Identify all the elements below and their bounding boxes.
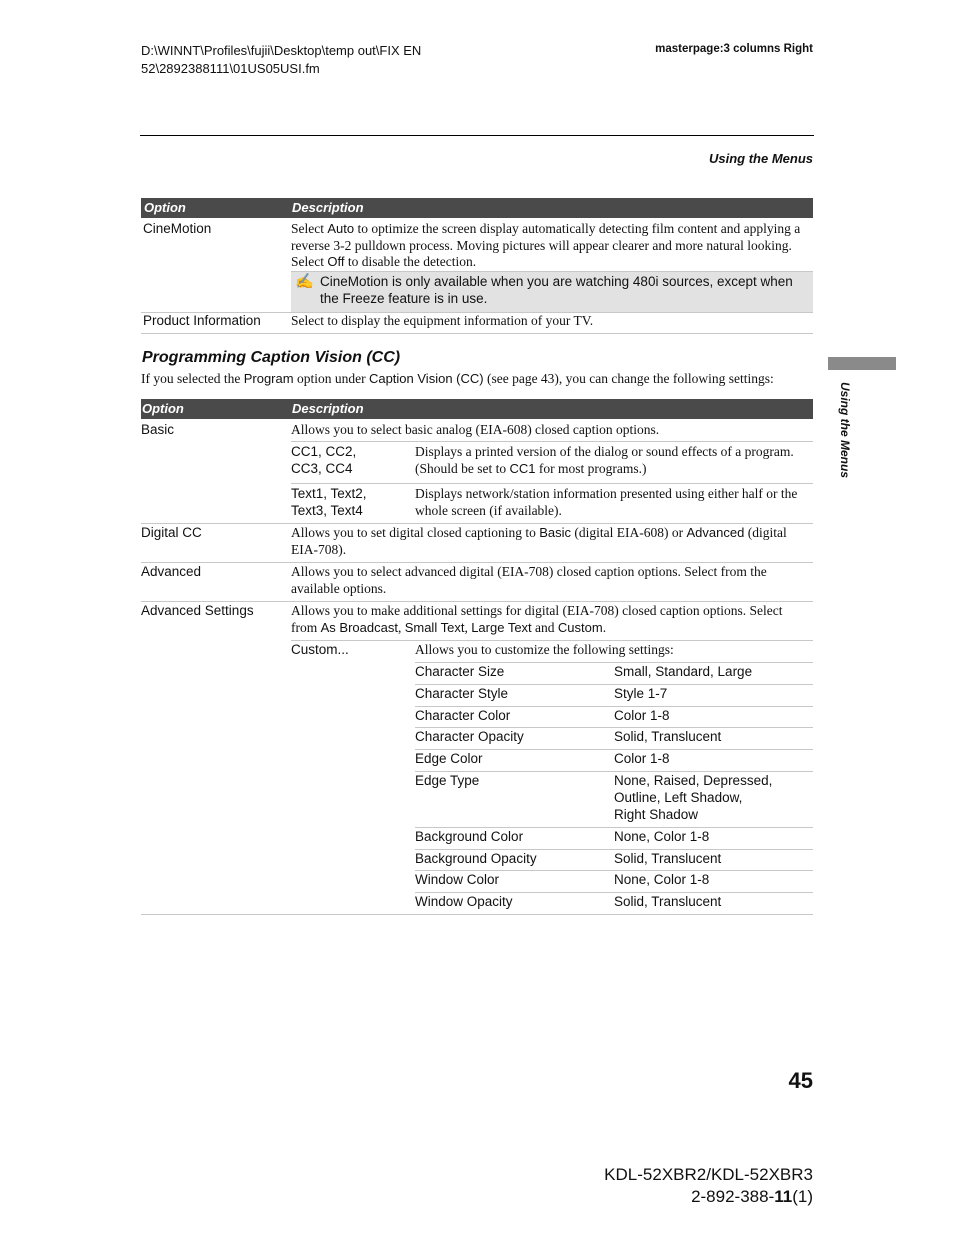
side-tab-marker — [828, 357, 896, 370]
divider — [291, 441, 813, 442]
setting-value: Solid, Translucent — [614, 894, 722, 909]
setting-value: None, Raised, Depressed, Outline, Left Shadow, Right Shadow — [614, 773, 773, 822]
part-code: 2-892-388-11(1) — [691, 1187, 813, 1206]
basic-text-channels: Text1, Text2, Text3, Text4 — [291, 486, 367, 518]
basic-cc-channels: CC1, CC2, CC3, CC4 — [291, 444, 357, 476]
cinemotion-note-text: CineMotion is only available when you are watching 480i sources, except when the Freeze feature is in use. — [320, 274, 793, 306]
option-advanced-settings: Advanced Settings — [141, 603, 254, 618]
header-rule — [140, 135, 814, 136]
divider — [291, 483, 813, 484]
table1-header — [141, 198, 813, 218]
custom-label: Custom... — [291, 642, 349, 657]
option-advanced: Advanced — [141, 564, 202, 579]
setting-value: Solid, Translucent — [614, 851, 722, 866]
setting-name: Character Size — [415, 664, 505, 679]
divider — [291, 640, 813, 641]
setting-value: Small, Standard, Large — [614, 664, 753, 679]
table1-col-option: Option — [144, 200, 186, 215]
option-cinemotion: CineMotion — [143, 221, 212, 236]
table1-col-description: Description — [292, 200, 364, 215]
file-path-line2: 52\2892388111\01US05USI.fm — [141, 61, 320, 76]
setting-name: Window Opacity — [415, 894, 513, 909]
advanced-settings-description: Allows you to make additional settings for digital (EIA-708) closed caption options. Select from As Broadcast, Small Text, Large Text and Custom. — [291, 603, 783, 635]
model-name: KDL-52XBR2/KDL-52XBR3 — [604, 1165, 813, 1184]
setting-name: Edge Type — [415, 773, 480, 788]
setting-name: Character Style — [415, 686, 509, 701]
advanced-description: Allows you to select advanced digital (EIA-708) closed caption options. Select from the available options. — [291, 564, 767, 596]
table2-col-description: Description — [292, 401, 364, 416]
setting-value: Color 1-8 — [614, 708, 670, 723]
cinemotion-description: Select Auto to optimize the screen display automatically detecting film content and applying a reverse 3-2 pulldown process. Moving pictures will appear clearer and more natural looking. Select Off to disable the detection. — [291, 221, 801, 269]
setting-name: Character Opacity — [415, 729, 524, 744]
setting-name: Character Color — [415, 708, 511, 723]
basic-text-description: Displays network/station information presented using either half or the whole screen (if available). — [415, 486, 798, 518]
table2-col-option: Option — [142, 401, 184, 416]
divider — [141, 523, 813, 524]
file-path-line1: D:\WINNT\Profiles\fujii\Desktop\temp out\FIX EN — [141, 43, 422, 58]
model-info — [560, 1164, 813, 1208]
setting-value: Color 1-8 — [614, 751, 670, 766]
setting-value: Solid, Translucent — [614, 729, 722, 744]
running-title: Using the Menus — [708, 151, 813, 166]
setting-name: Window Color — [415, 872, 500, 887]
pencil-note-icon: ✍ — [295, 273, 314, 290]
setting-name: Edge Color — [415, 751, 483, 766]
cinemotion-note — [291, 272, 813, 312]
page-number: 45 — [788, 1068, 813, 1093]
setting-name: Background Color — [415, 829, 524, 844]
side-tab-label: Using the Menus — [838, 382, 852, 479]
divider — [141, 562, 813, 563]
setting-value: None, Color 1-8 — [614, 829, 710, 844]
table2-header — [141, 399, 813, 419]
masterpage-label: masterpage:3 columns Right — [655, 43, 813, 55]
product-information-description: Select to display the equipment information of your TV. — [291, 313, 594, 328]
setting-value: Style 1-7 — [614, 686, 668, 701]
setting-name: Background Opacity — [415, 851, 537, 866]
table-bottom-rule — [141, 914, 813, 915]
custom-description: Allows you to customize the following settings: — [415, 642, 674, 657]
basic-cc-description: Displays a printed version of the dialog or sound effects of a program. (Should be set to CC1 for most programs.) — [415, 444, 794, 476]
option-basic: Basic — [141, 422, 175, 437]
setting-value: None, Color 1-8 — [614, 872, 710, 887]
section-title: Programming Caption Vision (CC) — [142, 349, 401, 366]
file-path — [141, 42, 421, 78]
digital-cc-description: Allows you to set digital closed captioning to Basic (digital EIA-608) or Advanced (digital EIA-708). — [291, 525, 787, 557]
option-product-information: Product Information — [143, 313, 261, 328]
divider — [141, 333, 813, 334]
option-digital-cc: Digital CC — [141, 525, 202, 540]
basic-description: Allows you to select basic analog (EIA-608) closed caption options. — [291, 422, 660, 437]
section-intro: If you selected the Program option under Caption Vision (CC) (see page 43), you can change the following settings: — [141, 371, 774, 386]
